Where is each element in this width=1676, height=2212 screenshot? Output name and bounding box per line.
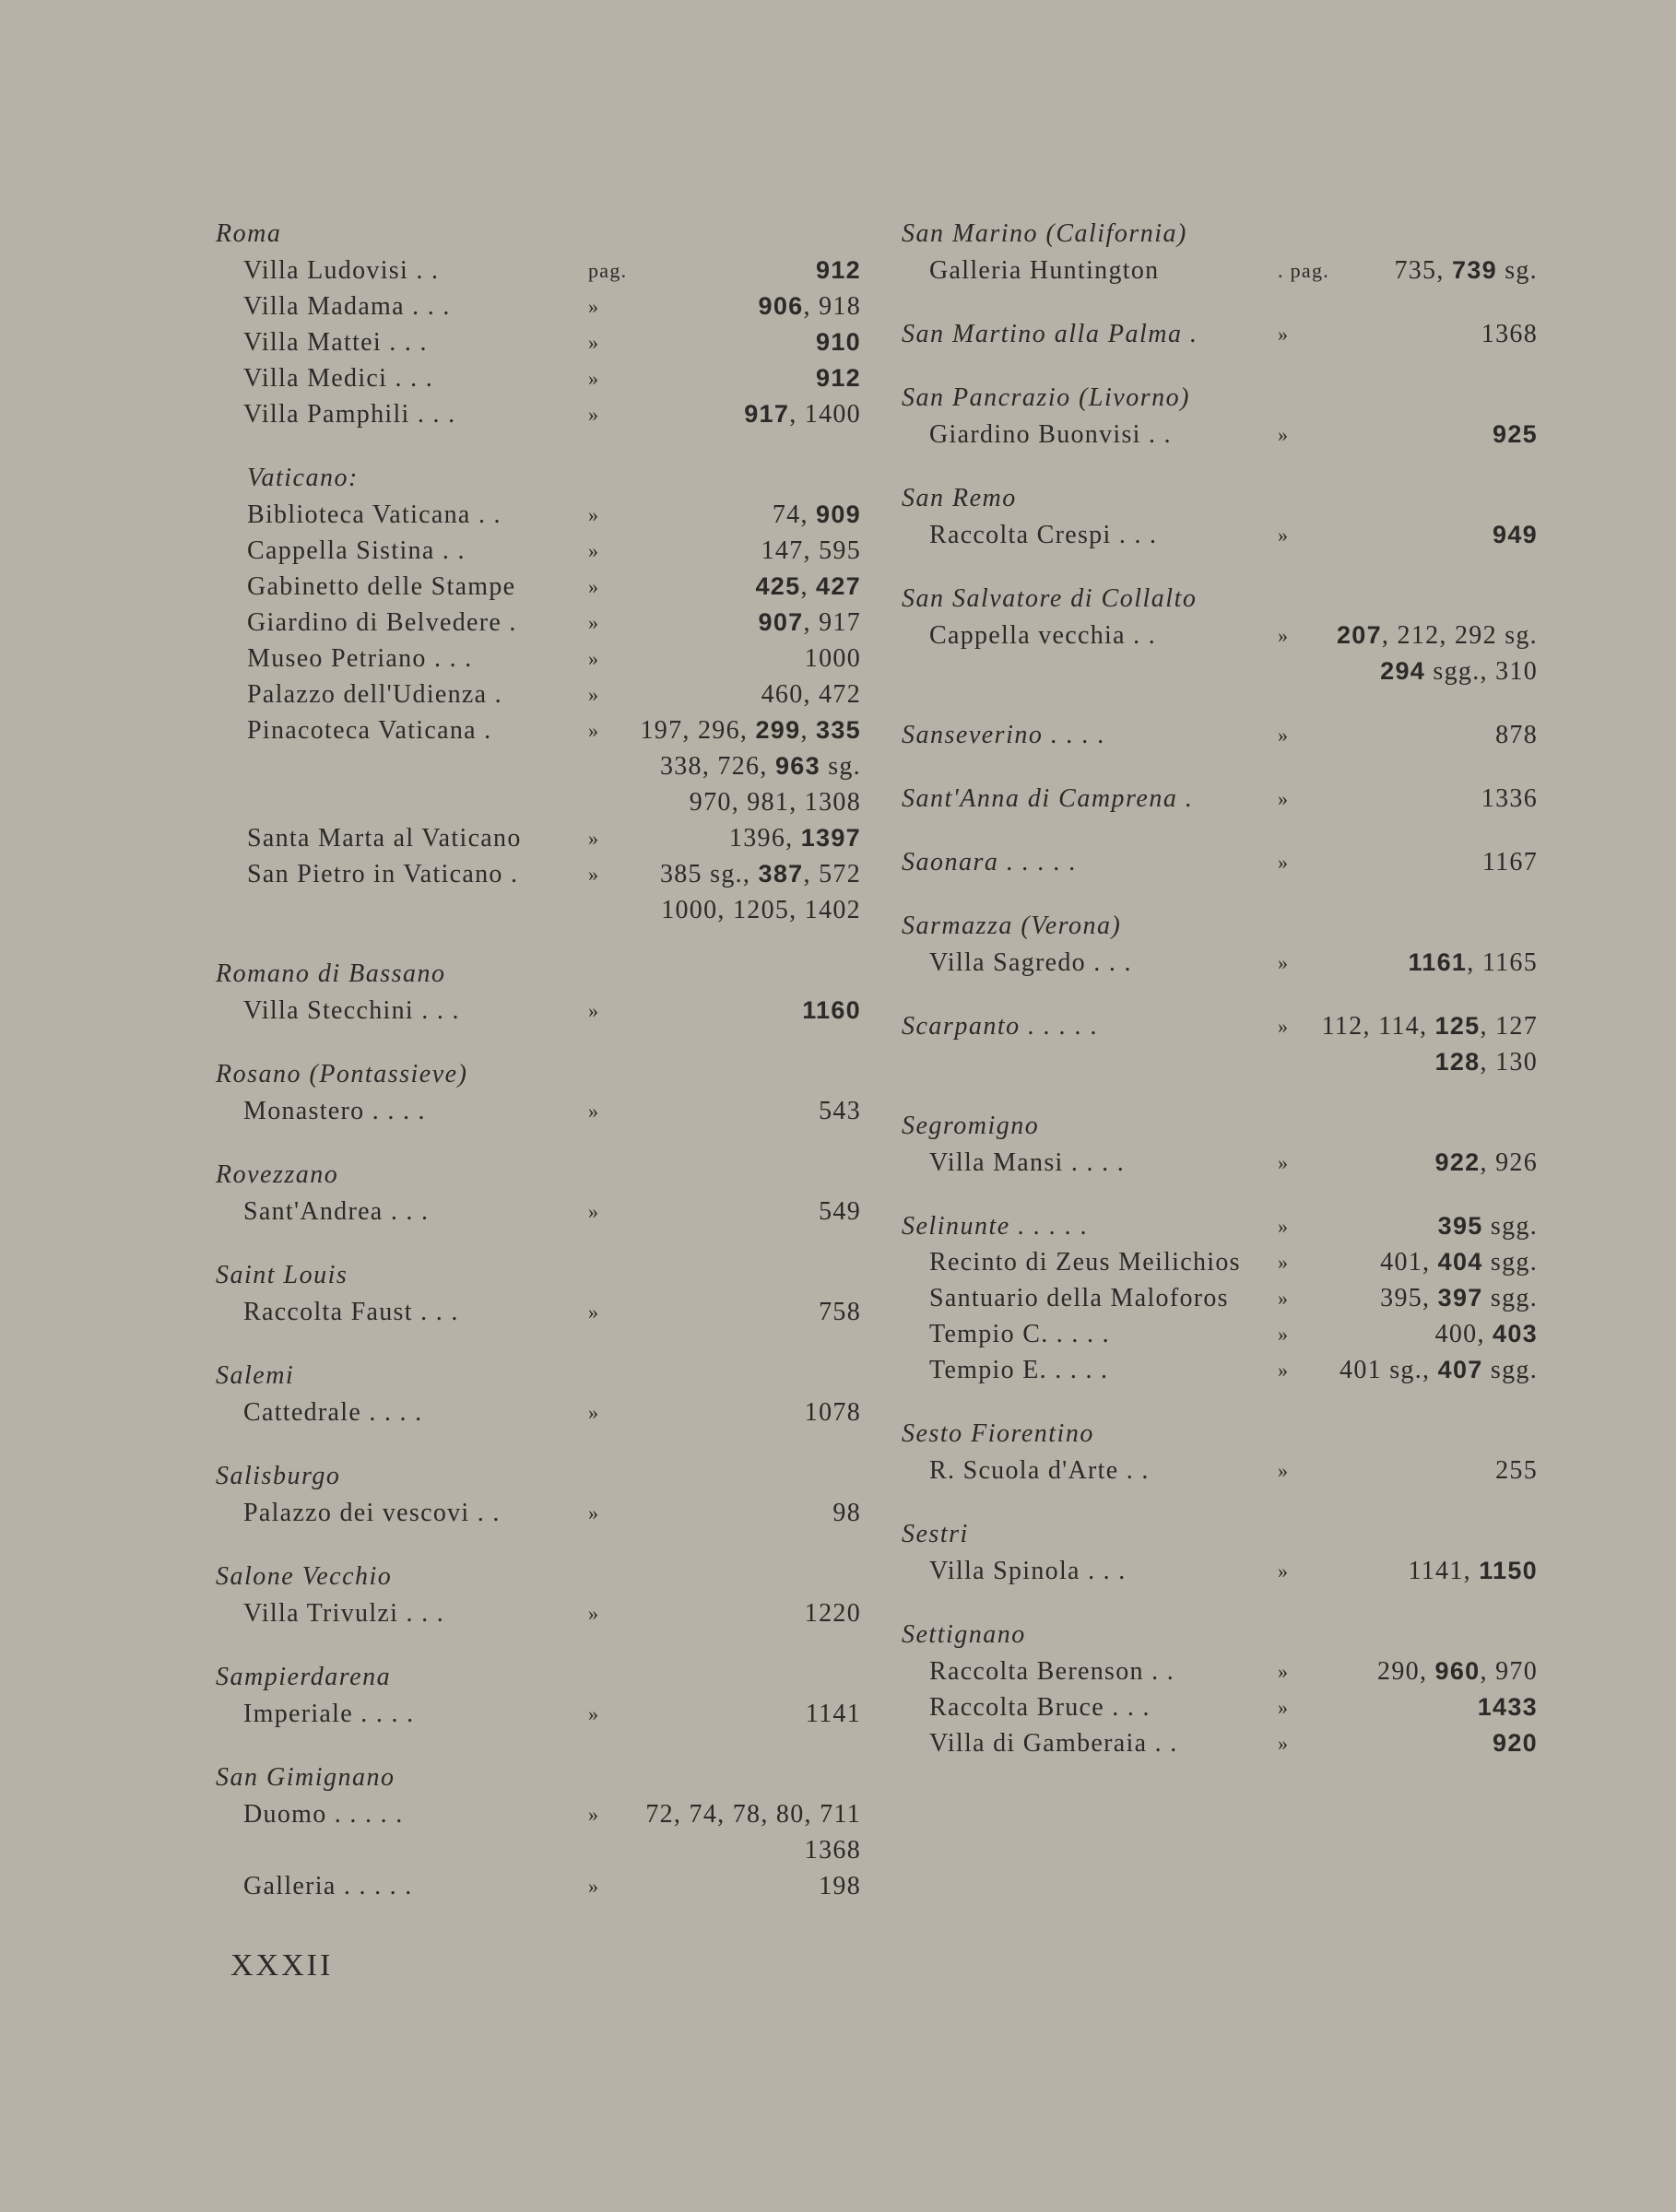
entry-name: Biblioteca Vaticana . . (247, 500, 502, 529)
page-references: 1368 (1481, 320, 1538, 348)
page-references: 401 sg., 407 sgg. (1340, 1356, 1538, 1384)
page-references: 395 sgg. (1437, 1212, 1538, 1241)
page-references: 98 (832, 1499, 861, 1527)
entry-name: Palazzo dei vescovi . . (243, 1499, 501, 1527)
page-references: 460, 472 (761, 680, 861, 709)
page-references: 74, 909 (772, 500, 861, 529)
page-references: 907, 917 (758, 608, 861, 637)
index-group (902, 581, 1538, 689)
index-group (216, 1559, 861, 1631)
entry-name: Villa Madama . . . (243, 292, 451, 321)
index-entry (902, 1553, 1538, 1589)
index-group (216, 216, 861, 432)
index-entry (216, 677, 861, 712)
index-group (216, 1458, 861, 1531)
ditto-mark: » (1278, 624, 1290, 647)
index-group (216, 1659, 861, 1732)
page-references: 878 (1495, 721, 1538, 749)
index-group (902, 380, 1538, 453)
place-heading: Sestri (902, 1520, 969, 1548)
ditto-mark: » (1278, 1559, 1290, 1583)
entry-name: San Martino alla Palma . (902, 320, 1198, 348)
index-entry (216, 288, 861, 324)
ditto-mark: » (1278, 1732, 1290, 1755)
ditto-mark: » (1278, 423, 1290, 446)
index-group (902, 480, 1538, 553)
ditto-mark: » (588, 719, 600, 742)
entry-name: Selinunte . . . . . (902, 1212, 1089, 1241)
page-references: 910 (816, 328, 861, 356)
page-references: 385 sg., 387, 572 1000, 1205, 1402 (659, 860, 861, 924)
page-references: 197, 296, 299, 335 338, 726, 963 sg. 970, 981, 1308 (640, 716, 861, 817)
index-group (216, 1056, 861, 1129)
index-group (902, 1108, 1538, 1181)
place-heading: Roma (216, 219, 282, 248)
place-heading: Saint Louis (216, 1261, 348, 1289)
page-references: 920 (1493, 1729, 1538, 1757)
ditto-mark: » (588, 1100, 600, 1123)
ditto-mark: » (588, 863, 600, 886)
page-references: 1433 (1477, 1693, 1538, 1721)
ditto-mark: » (1278, 323, 1290, 346)
entry-name: Galleria . . . . . (243, 1872, 413, 1900)
place-heading: Salone Vecchio (216, 1562, 393, 1591)
index-entry (216, 1194, 861, 1230)
page-references: 112, 114, 125, 127 128, 130 (1321, 1012, 1538, 1077)
ditto-mark: » (588, 403, 600, 426)
place-heading: Sarmazza (Verona) (902, 912, 1122, 940)
page-references: 912 (816, 364, 861, 392)
page-references: 198 (819, 1872, 861, 1900)
index-entry (902, 781, 1538, 817)
ditto-mark: » (1278, 851, 1290, 874)
ditto-mark: » (588, 1803, 600, 1826)
ditto-mark: » (1278, 724, 1290, 747)
entry-name: Giardino di Belvedere . (247, 608, 517, 637)
index-entry (902, 1653, 1538, 1689)
ditto-mark: » (1278, 1287, 1290, 1310)
page-references: 925 (1493, 420, 1538, 448)
index-group (902, 781, 1538, 817)
entry-name: Villa Mattei . . . (243, 328, 428, 357)
page-references: 912 (816, 256, 861, 284)
ditto-mark: » (588, 331, 600, 354)
ditto-mark: » (1278, 1215, 1290, 1238)
page-references: 922, 926 (1434, 1148, 1538, 1177)
index-entry (216, 533, 861, 569)
ditto-mark: » (1278, 1359, 1290, 1382)
index-entry (216, 1093, 861, 1129)
entry-name: Tempio C. . . . . (929, 1320, 1110, 1348)
entry-name: Cappella vecchia . . (929, 621, 1157, 650)
place-heading: Rosano (Pontassieve) (216, 1060, 468, 1088)
index-entry (216, 360, 861, 396)
index-entry (216, 569, 861, 605)
sub-heading: Vaticano: (247, 464, 359, 492)
entry-name: Galleria Huntington (929, 256, 1160, 285)
ditto-mark: » (588, 827, 600, 850)
entry-name: Cattedrale . . . . (243, 1398, 423, 1427)
index-entry (216, 856, 861, 928)
entry-name: Villa Medici . . . (243, 364, 434, 393)
place-heading: Rovezzano (216, 1160, 339, 1189)
page-references: 72, 74, 78, 80, 711 1368 (645, 1800, 861, 1865)
ditto-mark: » (1278, 951, 1290, 974)
index-group (216, 1759, 861, 1904)
entry-name: Tempio E. . . . . (929, 1356, 1109, 1384)
index-entry (216, 820, 861, 856)
ditto-mark: » (588, 1501, 600, 1524)
entry-name: Villa Sagredo . . . (929, 948, 1132, 977)
index-entry (902, 1352, 1538, 1388)
place-heading: Salisburgo (216, 1462, 341, 1490)
index-entry (902, 1280, 1538, 1316)
entry-name: Villa Spinola . . . (929, 1557, 1127, 1585)
index-column-right (902, 216, 1538, 1789)
index-group (902, 844, 1538, 880)
ditto-mark: » (1278, 1459, 1290, 1482)
ditto-mark: » (588, 1200, 600, 1223)
ditto-mark: » (1278, 787, 1290, 810)
index-entry (902, 253, 1538, 288)
ditto-mark: » (1278, 1323, 1290, 1346)
ditto-mark: » (588, 367, 600, 390)
entry-name: R. Scuola d'Arte . . (929, 1456, 1150, 1485)
index-entry (216, 1595, 861, 1631)
place-heading: San Gimignano (216, 1763, 395, 1792)
ditto-mark: » (588, 295, 600, 318)
index-entry (902, 844, 1538, 880)
page-references: 395, 397 sgg. (1380, 1284, 1538, 1312)
place-heading: Segromigno (902, 1112, 1040, 1140)
ditto-mark: » (588, 1702, 600, 1725)
entry-name: Palazzo dell'Udienza . (247, 680, 502, 709)
ditto-mark: » (1278, 1696, 1290, 1719)
page-number: XXXII (230, 1948, 334, 1983)
entry-name: Santuario della Maloforos (929, 1284, 1229, 1312)
page-references: 1167 (1481, 848, 1538, 877)
index-entry (902, 945, 1538, 981)
entry-name: Recinto di Zeus Meilichios (929, 1248, 1241, 1277)
page-references: 425, 427 (755, 572, 861, 601)
entry-name: Cappella Sistina . . (247, 536, 466, 565)
page-references: 1141 (805, 1700, 861, 1728)
entry-name: Villa Mansi . . . . (929, 1148, 1126, 1177)
page-references: 949 (1493, 521, 1538, 548)
place-heading: Salemi (216, 1361, 295, 1390)
index-group (902, 316, 1538, 352)
place-heading: Settignano (902, 1620, 1026, 1649)
entry-name: Sant'Anna di Camprena . (902, 784, 1194, 813)
index-entry (216, 993, 861, 1029)
page-references: 207, 212, 292 sg. 294 sgg., 310 (1336, 621, 1538, 686)
ditto-mark: » (588, 611, 600, 634)
place-heading: Sesto Fiorentino (902, 1419, 1094, 1448)
page-references: 401, 404 sgg. (1380, 1248, 1538, 1277)
entry-name: Santa Marta al Vaticano (247, 824, 522, 853)
page-references: 1336 (1481, 784, 1538, 813)
ditto-mark: » (588, 1300, 600, 1324)
page-references: 543 (819, 1097, 861, 1125)
index-entry (216, 1868, 861, 1904)
index-group (902, 216, 1538, 288)
ditto-mark: » (588, 1401, 600, 1424)
entry-name: Sanseverino . . . . (902, 721, 1106, 749)
ditto-mark: » (588, 539, 600, 562)
page-references: 290, 960, 970 (1377, 1657, 1538, 1686)
page-references: 147, 595 (761, 536, 861, 565)
ditto-mark: » (1278, 524, 1290, 547)
index-group (902, 717, 1538, 753)
ditto-mark: » (1278, 1015, 1290, 1038)
index-entry (216, 497, 861, 533)
index-entry (902, 1689, 1538, 1725)
ditto-mark: » (588, 1875, 600, 1898)
entry-name: Scarpanto . . . . . (902, 1012, 1099, 1041)
index-group (902, 1617, 1538, 1761)
ditto-mark: » (1278, 1251, 1290, 1274)
index-entry (902, 1244, 1538, 1280)
entry-name: Saonara . . . . . (902, 848, 1078, 877)
entry-name: Raccolta Crespi . . . (929, 521, 1158, 549)
index-entry (902, 1208, 1538, 1244)
ditto-mark: » (588, 503, 600, 526)
page-references: 1220 (804, 1599, 861, 1628)
entry-name: Pinacoteca Vaticana . (247, 716, 492, 745)
entry-name: Villa Pamphili . . . (243, 400, 456, 429)
ditto-mark: » (588, 575, 600, 598)
index-entry (216, 324, 861, 360)
index-group (216, 1157, 861, 1230)
place-heading: San Marino (California) (902, 219, 1187, 248)
page-references: 549 (819, 1197, 861, 1226)
index-entry (216, 605, 861, 641)
index-column-left (216, 216, 861, 1932)
place-heading: San Pancrazio (Livorno) (902, 383, 1190, 412)
index-group (902, 1416, 1538, 1488)
index-entry (216, 1696, 861, 1732)
page-references: 906, 918 (758, 292, 861, 321)
index-entry (216, 1796, 861, 1868)
page-references: 758 (819, 1298, 861, 1326)
index-entry (902, 316, 1538, 352)
place-heading: San Remo (902, 484, 1017, 512)
page-references: 735, 739 sg. (1394, 256, 1538, 285)
index-group (216, 1257, 861, 1330)
index-group (216, 956, 861, 1029)
ditto-mark: » (1278, 1660, 1290, 1683)
index-entry (902, 517, 1538, 553)
ditto-mark: » (588, 1602, 600, 1625)
page-references: 1141, 1150 (1408, 1557, 1538, 1585)
place-heading: Romano di Bassano (216, 959, 446, 988)
entry-name: Villa Trivulzi . . . (243, 1599, 445, 1628)
index-entry (216, 396, 861, 432)
entry-name: Imperiale . . . . (243, 1700, 415, 1728)
index-entry (216, 641, 861, 677)
index-entry (216, 712, 861, 820)
page-references: 917, 1400 (744, 400, 861, 429)
entry-name: San Pietro in Vaticano . (247, 860, 519, 888)
index-group (902, 908, 1538, 981)
page-references: 1078 (804, 1398, 861, 1427)
index-group (216, 1358, 861, 1430)
index-group (216, 460, 861, 928)
entry-name: Villa Ludovisi . . (243, 256, 440, 285)
entry-name: Museo Petriano . . . (247, 644, 473, 673)
page-references: 255 (1495, 1456, 1538, 1485)
page-references: 1160 (802, 996, 861, 1024)
entry-name: Raccolta Faust . . . (243, 1298, 459, 1326)
entry-name: Raccolta Bruce . . . (929, 1693, 1151, 1722)
entry-name: Gabinetto delle Stampe (247, 572, 516, 601)
index-group (902, 1208, 1538, 1388)
page-references: 400, 403 (1434, 1320, 1538, 1348)
page-references: 1161, 1165 (1408, 948, 1538, 977)
page-references: 1000 (804, 644, 861, 673)
index-entry (902, 1453, 1538, 1488)
entry-name: Duomo . . . . . (243, 1800, 404, 1829)
ditto-mark: » (1278, 1151, 1290, 1174)
entry-name: Villa Stecchini . . . (243, 996, 460, 1025)
page-references: 1396, 1397 (728, 824, 861, 853)
index-entry (902, 417, 1538, 453)
index-group (902, 1516, 1538, 1589)
entry-name: Villa di Gamberaia . . (929, 1729, 1178, 1758)
ditto-mark: » (588, 647, 600, 670)
ditto-mark: » (588, 683, 600, 706)
index-entry (902, 618, 1538, 689)
index-entry (902, 1008, 1538, 1080)
index-entry (216, 1495, 861, 1531)
ditto-mark: . pag. (1278, 259, 1330, 282)
entry-name: Sant'Andrea . . . (243, 1197, 430, 1226)
ditto-mark: pag. (588, 259, 628, 282)
index-entry (216, 253, 861, 288)
ditto-mark: » (588, 999, 600, 1022)
index-entry (216, 1294, 861, 1330)
entry-name: Giardino Buonvisi . . (929, 420, 1172, 449)
place-heading: Sampierdarena (216, 1663, 392, 1691)
index-entry (902, 1725, 1538, 1761)
index-group (902, 1008, 1538, 1080)
place-heading: San Salvatore di Collalto (902, 584, 1198, 613)
index-entry (902, 717, 1538, 753)
index-entry (216, 1394, 861, 1430)
index-entry (902, 1145, 1538, 1181)
entry-name: Raccolta Berenson . . (929, 1657, 1174, 1686)
entry-name: Monastero . . . . (243, 1097, 426, 1125)
index-entry (902, 1316, 1538, 1352)
